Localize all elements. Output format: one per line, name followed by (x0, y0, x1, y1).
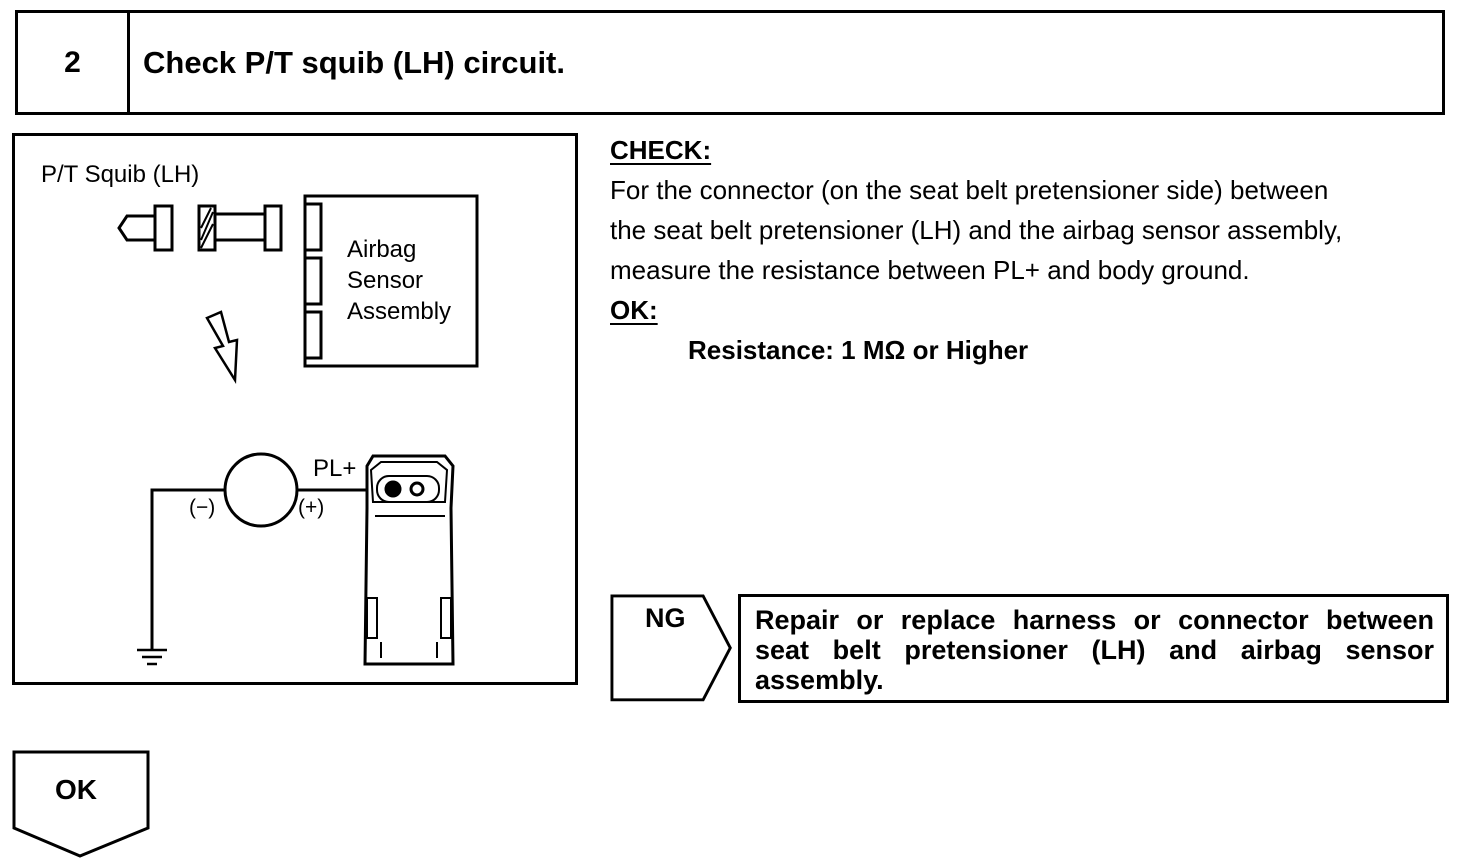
ng-action-box: Repair or replace harness or connector between seat belt pretensioner (LH) and airbag sensor assembly. (738, 594, 1449, 703)
wiring-diagram (12, 133, 578, 685)
ng-label: NG (645, 603, 686, 633)
minus-label: (−) (189, 496, 216, 519)
squib-label: P/T Squib (LH) (41, 161, 200, 188)
check-heading: CHECK: (610, 135, 712, 165)
squib-connector-icon (119, 206, 281, 250)
ohmmeter-icon (152, 454, 389, 650)
sensor-label-line3: Assembly (347, 298, 452, 325)
ok-label: OK (55, 774, 97, 805)
ground-icon (137, 650, 167, 664)
connector-icon (365, 456, 453, 664)
diagram-illustration (15, 136, 575, 682)
terminal-label: PL+ (313, 455, 357, 482)
step-number: 2 (18, 13, 130, 112)
ok-heading: OK: (610, 295, 658, 325)
sensor-label-line1: Airbag (347, 236, 417, 263)
step-title: Check P/T squib (LH) circuit. (143, 44, 565, 80)
check-section (610, 130, 1460, 370)
check-body: For the connector (on the seat belt pretensioner side) between the seat belt pretensioner (LH) and the airbag sensor assembly, measure the resistance between PL+ and body ground. (610, 175, 1343, 285)
step-header (15, 10, 1445, 115)
resistance-spec: Resistance: 1 MΩ or Higher (688, 335, 1029, 365)
arrow-down-icon (207, 312, 237, 380)
plus-label: (+) (298, 496, 325, 519)
sensor-label-line2: Sensor (347, 267, 424, 294)
